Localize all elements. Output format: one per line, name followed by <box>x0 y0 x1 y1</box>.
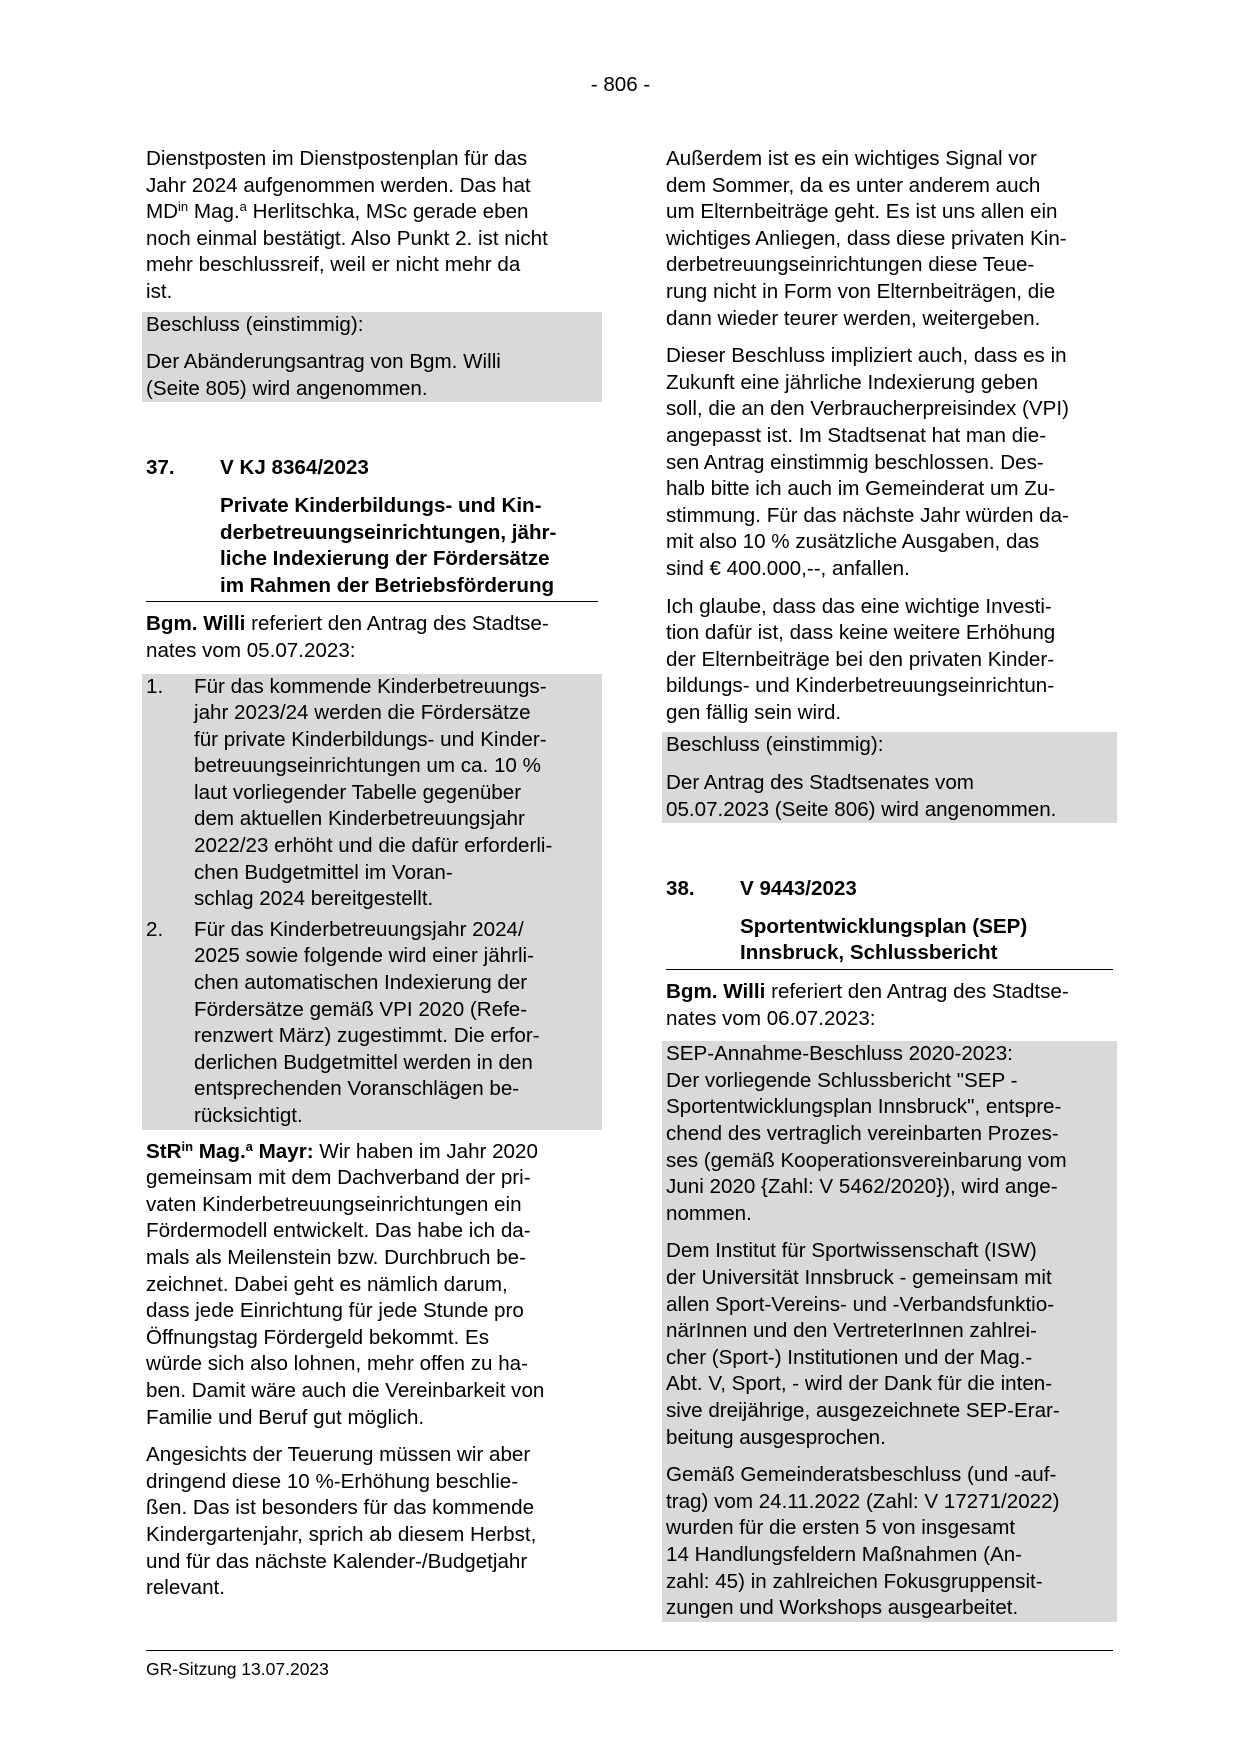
decision-box-1 <box>142 312 602 403</box>
speaker-name: StR$^{in}$ Mag.$^a$ Mayr: <box>146 1138 314 1163</box>
item-37-heading <box>146 455 598 602</box>
sep-paragraph-2: Dem Institut für Sportwissenschaft (ISW) der Universität Innsbruck - gemeinsam mit allen Sport-Vereins- und -Verbandsfunktio- närInnen und den VertreterInnen zahlrei- cher (Sport-) Institutionen und der Mag.- Abt. V, Sport, - wird der Dank für die inten- sive dreijährige, ausgezeichnete SEP-Erar- beitung ausgesprochen. <box>666 1239 1060 1449</box>
item-title: Sportentwicklungsplan (SEP) Innsbruck, Schlussbericht <box>740 914 1028 965</box>
footer-divider <box>146 1650 1113 1651</box>
intro-paragraph: Dienstposten im Dienstpostenplan für das Jahr 2024 aufgenommen werden. Das hat $MD^{in}$ Mag.$^a$ Herlitschka, MSc gerade eben noch einmal bestätigt. Also Punkt 2. ist nicht mehr beschlussreif, weil er nicht mehr da ist. <box>146 147 548 303</box>
speech-paragraph-4: Dieser Beschluss impliziert auch, dass es in Zukunft eine jährliche Indexierung geben soll, die an den Verbraucherpreisindex (VPI) angepasst ist. Im Stadtsenat hat man die- sen Antrag einstimmig beschlossen. Des- halb bitte ich auch im Gemeinderat um Zu- stimmung. Für das nächste Jahr würden da- mit also 10 % zusätzliche Ausgaben, das sind € 400.000,--, anfallen. <box>666 344 1069 580</box>
sep-paragraph-3: Gemäß Gemeinderatsbeschluss (und -auf- trag) vom 24.11.2022 (Zahl: V 17271/2022) wurden für die ersten 5 von insgesamt 14 Handlungsfeldern Maßnahmen (An- zahl: 45) in zahlreichen Fokusgruppensit- zungen und Workshops ausgearbeitet. <box>666 1463 1060 1620</box>
page-number: - 806 - <box>590 73 651 96</box>
resolution-item: 1. Für das kommende Kinderbetreuungs- jahr 2023/24 werden die Fördersätze für private Kinderbildungs- und Kinder- betreuungseinrichtungen um ca. 10 % laut vorliegender Tabelle gegenüber dem aktuellen Kinderbetreuungsjahr 2022/23 erhöht und die dafür erforderli- chen Budgetmittel im Voran- schlag 2024 bereitgestellt. <box>146 674 553 911</box>
footer-text: GR-Sitzung 13.07.2023 <box>146 1659 329 1679</box>
decision-text: Der Antrag des Stadtsenates vom 05.07.2023 (Seite 806) wird angenommen. <box>666 771 1057 821</box>
speech-paragraph-3: Außerdem ist es ein wichtiges Signal vor dem Sommer, da es unter anderem auch um Elternbeiträge geht. Es ist uns allen ein wichtiges Anliegen, dass diese privaten Kin- derbetreuungseinrichtungen diese Teue- rung nicht in Form von Elternbeiträgen, die dann wieder teurer werden, weitergeben. <box>666 147 1067 330</box>
item-title: Private Kinderbildungs- und Kin- derbetreuungseinrichtungen, jähr- liche Indexierung der Fördersätze im Rahmen der Betriebsförderung <box>220 493 557 597</box>
decision-box-2 <box>662 732 1117 823</box>
item-code: V 9443/2023 <box>740 877 857 901</box>
right-column <box>666 146 1113 1622</box>
item-number: 38. <box>666 877 695 901</box>
item-code: V KJ 8364/2023 <box>220 456 369 480</box>
decision-label: Beschluss (einstimmig): <box>666 733 884 757</box>
resolution-box <box>142 674 602 1130</box>
item-38-heading <box>666 876 1113 970</box>
sep-paragraph-1: SEP-Annahme-Beschluss 2020-2023: Der vorliegende Schlussbericht "SEP - Sportentwicklungsplan Innsbruck", entspre- chend des vertraglich vereinbarten Prozes- ses (gemäß Kooperationsvereinbarung vom Juni 2020 {Zahl: V 5462/2020}), wird ange- nommen. <box>666 1042 1067 1225</box>
speech-paragraph-2: Angesichts der Teuerung müssen wir aber dringend diese 10 %-Erhöhung beschlie- ßen. Das ist besonders für das kommende Kindergartenjahr, sprich ab diesem Herbst, und für das nächste Kalender-/Budgetjahr relevant. <box>146 1443 537 1600</box>
resolution-item: 2. Für das Kinderbetreuungsjahr 2024/ 2025 sowie folgende wird einer jährli- chen automatischen Indexierung der Fördersätze gemäß VPI 2020 (Refe- renzwert März) zugestimmt. Die erfor- derlichen Budgetmittel werden in den entsprechenden Voranschlägen be- rücksichtigt. <box>146 917 540 1127</box>
left-column <box>146 146 598 1602</box>
item-number: 37. <box>146 456 175 480</box>
decision-label: Beschluss (einstimmig): <box>146 312 364 336</box>
decision-text: Der Abänderungsantrag von Bgm. Willi (Seite 805) wird angenommen. <box>146 350 501 400</box>
speech-paragraph-1: StR$^{in}$ Mag.$^a$ Mayr: Wir haben im Jahr 2020 gemeinsam mit dem Dachverband der pri- vaten Kinderbetreuungseinrichtungen ein Fördermodell entwickelt. Das habe ich da- mals als Meilenstein bzw. Durchbruch be- zeichnet. Dabei geht es nämlich darum, dass jede Einrichtung für jede Stunde pro Öffnungstag Fördergeld bekommt. Es würde sich also lohnen, mehr offen zu ha- ben. Damit wäre auch die Vereinbarkeit von Familie und Beruf gut möglich. <box>146 1138 545 1429</box>
referent-paragraph: Bgm. Willi referiert den Antrag des Stadtse- nates vom 06.07.2023: <box>666 980 1069 1030</box>
speech-paragraph-5: Ich glaube, dass das eine wichtige Investi- tion dafür ist, dass keine weitere Erhöhung der Elternbeiträge bei den privaten Kinder- bildungs- und Kinderbetreuungseinrichtun- gen fällig sein wird. <box>666 594 1056 724</box>
sep-resolution-box <box>662 1041 1117 1621</box>
referent-paragraph: Bgm. Willi referiert den Antrag des Stadtse- nates vom 05.07.2023: <box>146 612 549 662</box>
